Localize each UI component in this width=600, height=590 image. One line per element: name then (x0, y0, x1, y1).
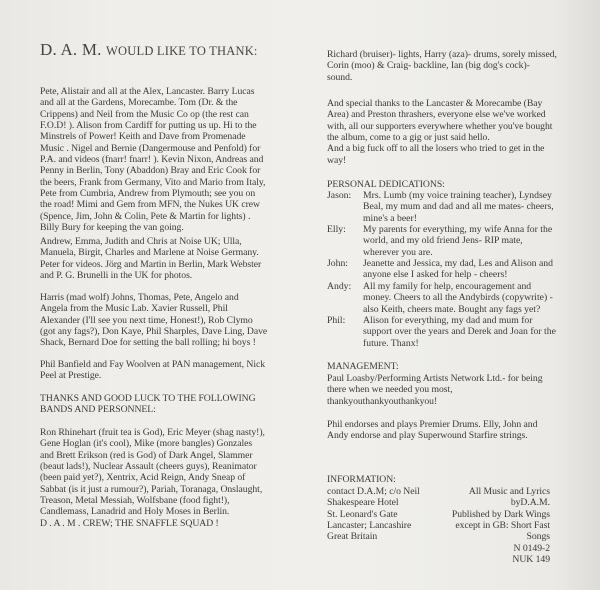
band-name: D. A. M. (40, 40, 102, 59)
dedications-heading: PERSONAL DEDICATIONS: (327, 179, 445, 190)
management-heading: MANAGEMENT: (327, 361, 399, 372)
thanks-paragraph-2: Andrew, Emma, Judith and Chris at Noise UK; Ulla, Manuela, Birgit, Charles and Marlene at Noise Germany. Peter for videos. Jörg and Martin in Berlin, Mark Webster and P. G. Brunelli in the UK for photos. (40, 236, 262, 282)
bands-paragraph: Ron Rhinehart (fruit tea is God), Eric Meyer (shag nasty!), Gene Hoglan (it's cool), Mike (more bangles) Gonzales and Brett Erikson (red is God) of Dark Angel, Slammer (beaut lads!), Nuclear Assault (cheers guys), Reanimator (been paid yet?), Xentrix, Acid Reign, Andy Sneap of Sabbat (is it just a rumour?), Pariah, Toranaga, Onslaught, Treason, Metal Messiah, Wolfsbane (food fight!), Candlemass, Lanadrid and Holy Moses in Berlin. D . A . M . CREW; THE SNAFFLE SQUAD ! (40, 427, 265, 529)
dedication-text: Alison for everything, my dad and mum for support over the years and Derek and Joan for the future. Thanx! (363, 315, 556, 349)
crew-paragraph: Richard (bruiser)- lights, Harry (aza)- drums, sorely missed, Corin (moo) & Craig- backline, Ian (big dog's cock)- sound. (327, 49, 557, 83)
dedication-name: John: (327, 258, 348, 269)
dedication-text: Mrs. Lumb (my voice training teacher), Lyndsey Beal, my mum and dad and all me mates- cheers, mine's a beer! (363, 190, 554, 224)
info-heading: INFORMATION: (327, 474, 396, 485)
thanks-paragraph-1: Pete, Alistair and all at the Alex, Lancaster. Barry Lucas and all at the Gardens, Morecambe. Tom (Dr. & the Crippens) and Neil from the Music Co op (the rest can F.O.D! ). Alison from Cardiff for putting us up. Hi to the Minstrels of Power! Keith and Dave from Promenade Music . Nigel and Bernie (Dangermouse and Penfold) for P.A. and videos (fnarr! fnarr! ). Kevin Nixon, Andreas and Penny in Berlin, Tony (Abaddon) Bray and Eric Cook for the beers, Frank from Germany, Vito and Mario from Italy, Pete from Cumbria, Andrew from Plymouth; see you on the road! Mimi and Gem from MFN, the Nukes UK crew (Spence, Jim, John & Colin, Pete & Martin for lights) . Billy Bury for keeping the van going. (40, 86, 266, 234)
dedication-text: All my family for help, encouragement and money. Cheers to all the Andybirds (copywrite) - also Keith, cheers mate. Bought any fags yet? (363, 281, 553, 315)
dedication-text: My parents for everything, my wife Anna for the world, and my old friend Jens- RIP mate, wherever you are. (363, 224, 553, 258)
thanks-paragraph-4: Phil Banfield and Fay Woolven at PAN management, Nick Peel at Prestige. (40, 359, 265, 382)
dedication-name: Phil: (327, 315, 346, 326)
dedication-name: Jason: (327, 190, 352, 201)
info-credits: All Music and Lyrics byD.A.M. Published by Dark Wings except in GB: Short Fast Songs N 0149-2 NUK 149 (451, 486, 550, 566)
info-address: contact D.A.M; c/o Neil Shakespeare Hotel St. Leonard's Gate Lancaster; Lancashire Great Britain (327, 486, 420, 543)
thanks-paragraph-3: Harris (mad wolf) Johns, Thomas, Pete, Angelo and Angela from the Music Lab. Xavier Russell, Phil Alexander (I'll see you next time, Honest!), Rob Clymo (got any fags?), Don Kaye, Phil Sharples, Dave Ling, Dave Shack, Bernard Doe for setting the ball rolling; hi boys ! (40, 292, 268, 349)
bands-heading: THANKS AND GOOD LUCK TO THE FOLLOWING BANDS AND PERSONNEL: (40, 393, 256, 416)
page-title (40, 40, 258, 60)
dedication-text: Jeanette and Jessica, my dad, Les and Alison and anyone else I asked for help - cheers! (363, 258, 553, 281)
special-thanks-paragraph: And special thanks to the Lancaster & Morecambe (Bay Area) and Preston thrashers, everyone else we've worked with, all our supporters everywhere whether you've bought the album, come to a gig or just said hello. And a big fuck off to all the losers who tried to get in the way! (327, 98, 553, 166)
management-text: Paul Loasby/Performing Artists Network Ltd.- for being there when we needed you most, thankyouthankyouthankyou! (327, 373, 543, 407)
dedication-name: Andy: (327, 281, 352, 292)
title-rest: WOULD LIKE TO THANK: (106, 44, 258, 58)
endorsements: Phil endorses and plays Premier Drums. Elly, John and Andy endorse and play Superwound Starfire strings. (327, 419, 538, 442)
dedication-name: Elly: (327, 224, 346, 235)
